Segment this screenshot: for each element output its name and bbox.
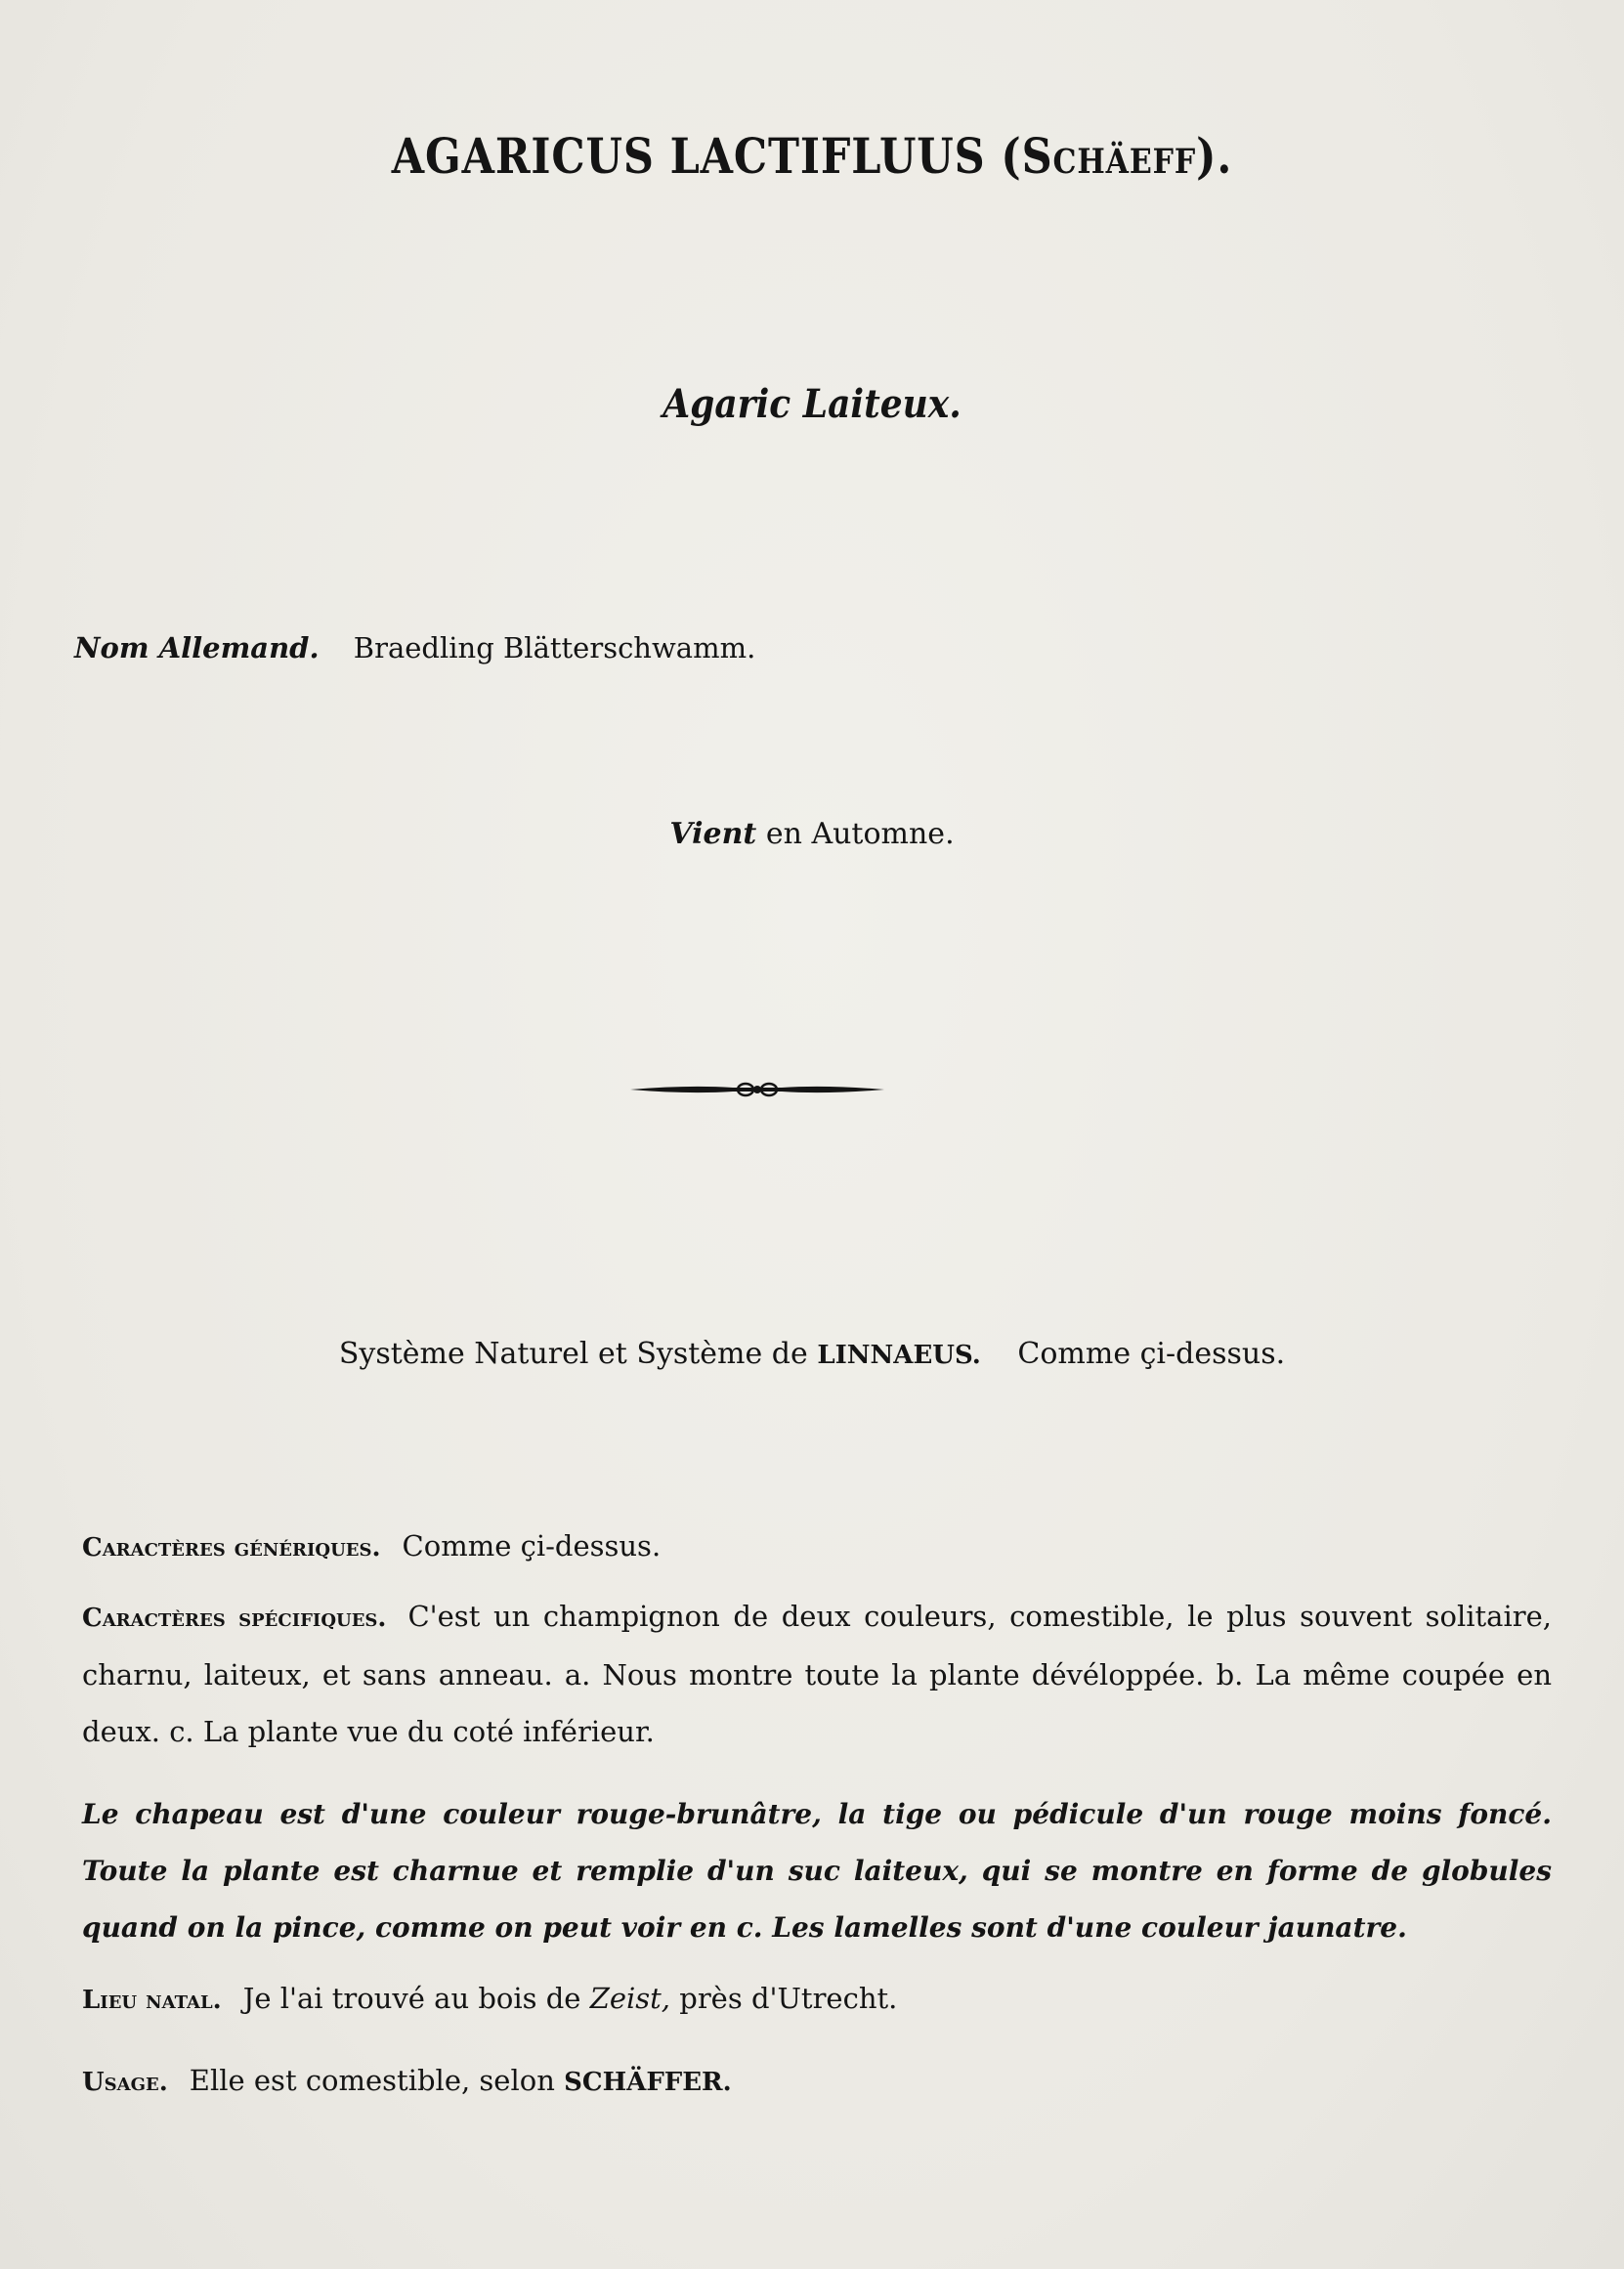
habitat-text-after: près d'Utrecht. [679, 1982, 898, 2015]
title-main: AGARICUS LACTIFLUUS [391, 127, 986, 185]
season-label: Vient [669, 817, 757, 851]
description-paragraph: Le chapeau est d'une couleur rouge-brunâtre, la tige ou pédicule d'un rouge moins foncé. Toute la plante est charnue et remplie d'un suc laiteux, qui se montre en forme de globules quand on la pince, comme on peut voir en c. Les lamelles sont d'une couleur jaunatre. [82, 1798, 1552, 1944]
german-name-label: Nom Allemand. [74, 631, 320, 664]
generic-characters [82, 1518, 1552, 1576]
system-line [0, 1337, 1624, 1371]
specific-characters [82, 1588, 1552, 1760]
ornament-divider [630, 1075, 884, 1104]
habitat-label: Lieu natal. [82, 1986, 222, 2015]
habitat-text-before: Je l'ai trouvé au bois de [242, 1982, 581, 2015]
system-linnaeus: LINNAEUS. [817, 1341, 981, 1370]
usage-line [82, 2052, 1552, 2111]
generic-text: Comme çi-dessus. [402, 1529, 662, 1563]
season-text: en Automne. [765, 817, 955, 851]
system-text: Système Naturel et Système de [338, 1337, 808, 1371]
german-name-value: Braedling Blätterschwamm. [353, 631, 756, 664]
title-author: (Schäeff). [1001, 127, 1233, 185]
usage-authority: SCHÄFFER. [564, 2068, 732, 2097]
system-rest: Comme çi-dessus. [1017, 1337, 1286, 1371]
season-line [0, 817, 1624, 851]
specific-text: C'est un champignon de deux couleurs, comestible, le plus souvent solitaire, charnu, laiteux, et sans anneau. a. Nous montre toute la plante dévéloppée. b. La même coupée en deux. c. La plante vue du coté inférieur. [82, 1600, 1552, 1748]
generic-label: Caractères génériques. [82, 1533, 381, 1563]
usage-label: Usage. [82, 2068, 168, 2097]
habitat-line [82, 1970, 1552, 2029]
usage-text: Elle est comestible, selon [189, 2064, 555, 2097]
french-name: Agaric Laiteux. [662, 381, 962, 427]
page-title [113, 127, 1510, 185]
specific-label: Caractères spécifiques. [82, 1604, 387, 1633]
german-name-line [74, 631, 755, 664]
habitat-place: Zeist, [589, 1982, 671, 2015]
